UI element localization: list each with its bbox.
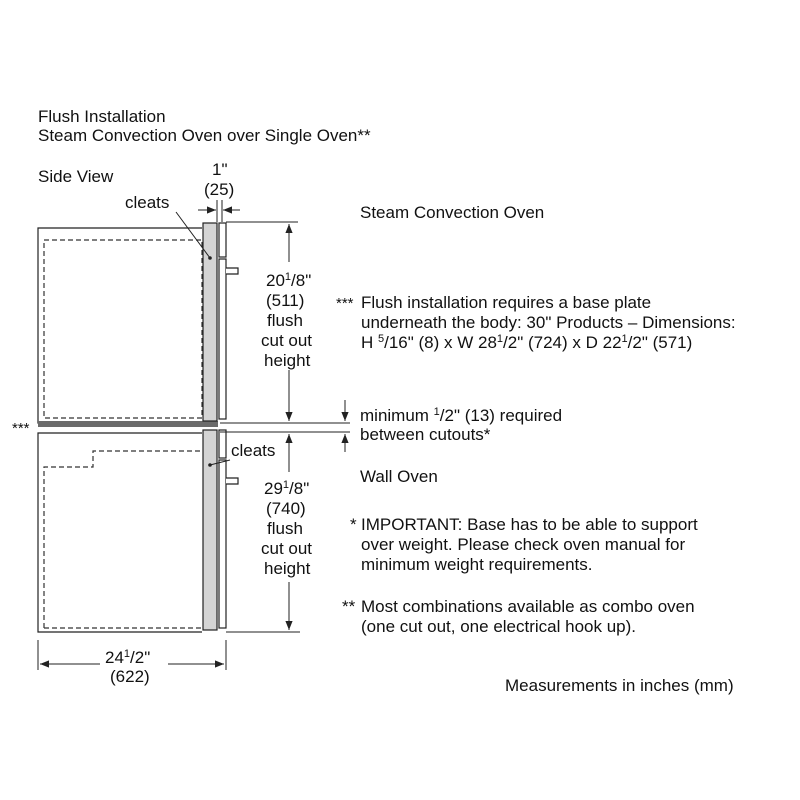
cleats-label-bottom: cleats bbox=[231, 441, 276, 460]
important-note-line1: IMPORTANT: Base has to be able to support bbox=[361, 515, 698, 534]
lower-oven-outline bbox=[44, 451, 202, 628]
base-note-marker: *** bbox=[336, 295, 354, 312]
view-label: Side View bbox=[38, 167, 114, 186]
lower-flush: flush bbox=[267, 519, 303, 538]
upper-height-mm: (511) bbox=[266, 291, 305, 310]
upper-handle-icon bbox=[226, 268, 238, 274]
lower-height-mm: (740) bbox=[266, 499, 306, 518]
base-plate bbox=[38, 421, 218, 427]
base-note-line2: underneath the body: 30" Products – Dimensions: bbox=[361, 313, 736, 332]
title-line1: Flush Installation bbox=[38, 107, 166, 126]
lower-cabinet bbox=[38, 433, 202, 632]
upper-height-word: height bbox=[264, 351, 311, 370]
important-note-line3: minimum weight requirements. bbox=[361, 555, 593, 574]
upper-height-in: $20^1/8$" bbox=[266, 271, 312, 290]
cleats-label-top: cleats bbox=[125, 193, 170, 212]
upper-oven-front bbox=[203, 223, 238, 421]
combo-note-line2: (one cut out, one electrical hook up). bbox=[361, 617, 636, 636]
upper-oven-outline bbox=[44, 240, 202, 418]
lower-height-word: height bbox=[264, 559, 311, 578]
lower-cutout: cut out bbox=[261, 539, 313, 558]
base-note-line3: H $^5$/16" (8) x W $28^1/2$" (724) x D $22^1/2$" (571) bbox=[361, 333, 693, 352]
steam-oven-label: Steam Convection Oven bbox=[360, 203, 545, 222]
lower-height-in: $29^1/8$" bbox=[264, 479, 310, 498]
lower-oven-front bbox=[203, 430, 238, 630]
base-plate-marker: *** bbox=[12, 420, 30, 437]
lower-handle-icon bbox=[226, 478, 238, 484]
wall-oven-label: Wall Oven bbox=[360, 467, 438, 486]
combo-note-line1: Most combinations available as combo oven bbox=[361, 597, 695, 616]
title-line2: Steam Convection Oven over Single Oven** bbox=[38, 126, 371, 145]
depth-mm: (622) bbox=[110, 667, 150, 686]
min-gap-line1: minimum $^1$/2" (13) required bbox=[360, 406, 563, 425]
important-note-line2: over weight. Please check oven manual for bbox=[361, 535, 686, 554]
upper-cabinet bbox=[38, 228, 202, 423]
combo-note-marker: ** bbox=[342, 597, 356, 616]
min-gap-line2: between cutouts* bbox=[360, 425, 491, 444]
units-note: Measurements in inches (mm) bbox=[505, 676, 734, 695]
gap-mm: (25) bbox=[204, 180, 235, 199]
gap-inches: 1" bbox=[212, 160, 228, 179]
important-note-marker: * bbox=[350, 515, 357, 534]
base-note-line1: Flush installation requires a base plate bbox=[361, 293, 652, 312]
depth-in: $24^1/2$" bbox=[105, 648, 151, 667]
upper-flush: flush bbox=[267, 311, 303, 330]
upper-cutout: cut out bbox=[261, 331, 313, 350]
